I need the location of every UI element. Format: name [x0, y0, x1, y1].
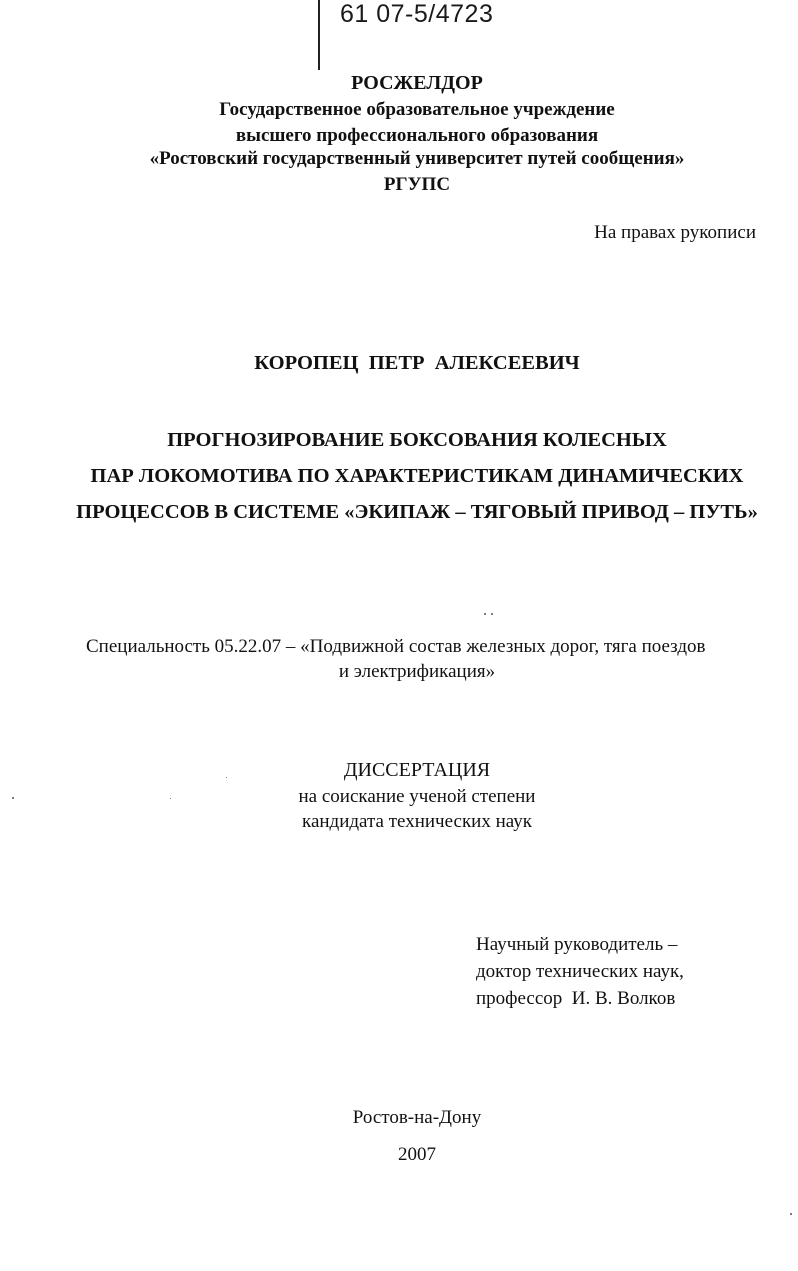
- institution-line-1: Государственное образовательное учреждение: [219, 99, 615, 120]
- agency-name: РОСЖЕЛДОР: [351, 72, 483, 94]
- supervisor-line-2: доктор технических наук,: [476, 961, 684, 982]
- title-line-1: ПРОГНОЗИРОВАНИЕ БОКСОВАНИЯ КОЛЕСНЫХ: [167, 429, 667, 451]
- manuscript-note: На правах рукописи: [594, 222, 756, 243]
- work-type-line-3: кандидата технических наук: [302, 811, 532, 832]
- scan-speck: [491, 613, 493, 615]
- specialty-line-2: и электрификация»: [338, 661, 496, 682]
- city: Ростов-на-Дону: [352, 1107, 482, 1128]
- stamp-vertical-line: [318, 0, 320, 70]
- university-abbreviation: РГУПС: [383, 174, 451, 195]
- supervisor-line-3: профессор И. В. Волков: [476, 988, 676, 1009]
- year: 2007: [398, 1144, 436, 1165]
- supervisor-line-1: Научный руководитель –: [476, 934, 678, 955]
- work-type-label: ДИССЕРТАЦИЯ: [343, 759, 491, 781]
- specialty-line-1: Специальность 05.22.07 – «Подвижной состав железных дорог, тяга поездов: [86, 636, 706, 657]
- university-name: «Ростовский государственный университет путей сообщения»: [149, 148, 685, 169]
- scan-speck: [226, 777, 227, 778]
- institution-line-2: высшего профессионального образования: [235, 125, 599, 146]
- title-line-3: ПРОЦЕССОВ В СИСТЕМЕ «ЭКИПАЖ – ТЯГОВЫЙ ПРИВОД – ПУТЬ»: [76, 501, 758, 523]
- scan-speck: [790, 1213, 792, 1215]
- supervisor-block: [476, 931, 684, 1012]
- title-line-2: ПАР ЛОКОМОТИВА ПО ХАРАКТЕРИСТИКАМ ДИНАМИЧЕСКИХ: [90, 465, 744, 487]
- work-type-line-2: на соискание ученой степени: [298, 786, 536, 807]
- archive-number: 61 07-5/4723: [340, 0, 494, 28]
- scan-speck: [170, 798, 171, 799]
- author-name: КОРОПЕЦ ПЕТР АЛЕКСЕЕВИЧ: [254, 352, 580, 374]
- scan-speck: [484, 613, 486, 615]
- thesis-title: [0, 422, 798, 530]
- scan-speck: [12, 797, 14, 799]
